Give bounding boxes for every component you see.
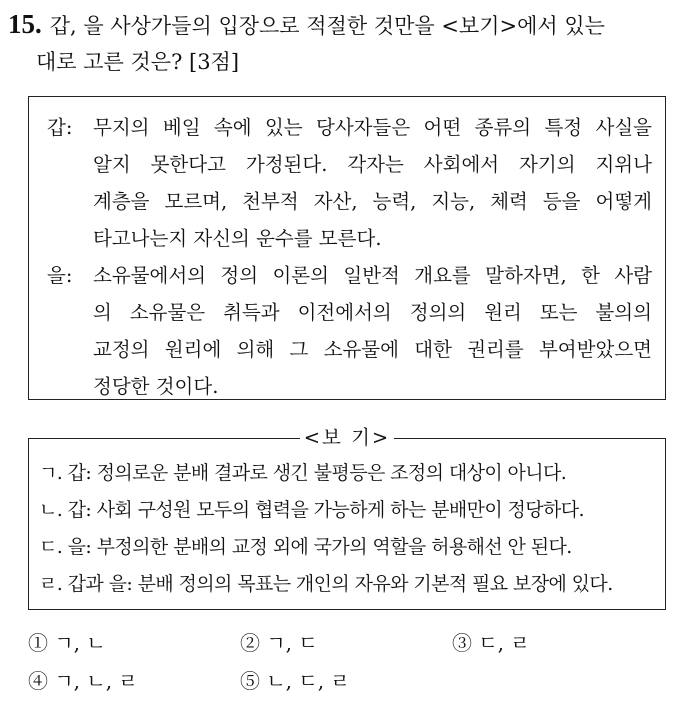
bogi-item-digeut: ㄷ. 을: 부정의한 분배의 교정 외에 국가의 역할을 허용해선 안 된다. <box>39 536 572 558</box>
choice-5[interactable]: ⑤ ㄴ, ㄷ, ㄹ <box>240 669 350 693</box>
speech-gap-line: 타고나는지 자신의 운수를 모른다. <box>93 227 382 250</box>
bogi-item-giyeok: ㄱ. 갑: 정의로운 분배 결과로 생긴 불평등은 조정의 대상이 아니다. <box>39 462 567 484</box>
bogi-box <box>28 426 666 610</box>
passage-gap <box>47 109 652 257</box>
speech-gap-line: 알지 못한다고 가정된다. 각자는 사회에서 자기의 지위나 <box>93 153 652 176</box>
passage-eul <box>47 257 652 405</box>
bogi-title-text: <보 기> <box>300 426 395 449</box>
speech-eul-line: 교정의 원리에 의해 그 소유물에 대한 권리를 부여받았으면 <box>93 338 652 361</box>
speech-gap-line: 계층을 모르며, 천부적 자산, 능력, 지능, 체력 등을 어떻게 <box>93 190 652 213</box>
bogi-item-rieul: ㄹ. 갑과 을: 분배 정의의 목표는 개인의 자유와 기본적 필요 보장에 있다. <box>39 573 613 595</box>
choice-1[interactable]: ① ㄱ, ㄴ <box>28 631 106 655</box>
speech-eul-line: 의 소유물은 취득과 이전에서의 정의의 원리 또는 불의의 <box>93 301 652 324</box>
passage-box <box>28 96 666 400</box>
passage <box>47 109 652 405</box>
question-stem <box>8 6 688 80</box>
bogi-items <box>39 455 657 603</box>
speech-eul <box>93 257 652 405</box>
question-line-2: 대로 고른 것은? [3점] <box>36 50 240 74</box>
choice-3[interactable]: ③ ㄷ, ㄹ <box>452 631 530 655</box>
speech-eul-line: 정당한 것이다. <box>93 375 219 398</box>
choice-4[interactable]: ④ ㄱ, ㄴ, ㄹ <box>28 669 138 693</box>
choice-2[interactable]: ② ㄱ, ㄷ <box>240 631 318 655</box>
speech-gap <box>93 109 652 257</box>
question-number: 15. <box>8 9 42 39</box>
speech-eul-line: 소유물에서의 정의 이론의 일반적 개요를 말하자면, 한 사람 <box>93 264 652 287</box>
speaker-gap: 갑: <box>47 116 73 139</box>
question-line-1 <box>8 6 688 44</box>
speech-gap-line: 무지의 베일 속에 있는 당사자들은 어떤 종류의 특정 사실을 <box>93 116 652 139</box>
speaker-eul: 을: <box>47 264 73 287</box>
bogi-item-nieun: ㄴ. 갑: 사회 구성원 모두의 협력을 가능하게 하는 분배만이 정당하다. <box>39 499 584 521</box>
bogi-title <box>29 424 665 452</box>
question-text-1: 갑, 을 사상가들의 입장으로 적절한 것만을 <보기>에서 있는 <box>49 14 605 38</box>
